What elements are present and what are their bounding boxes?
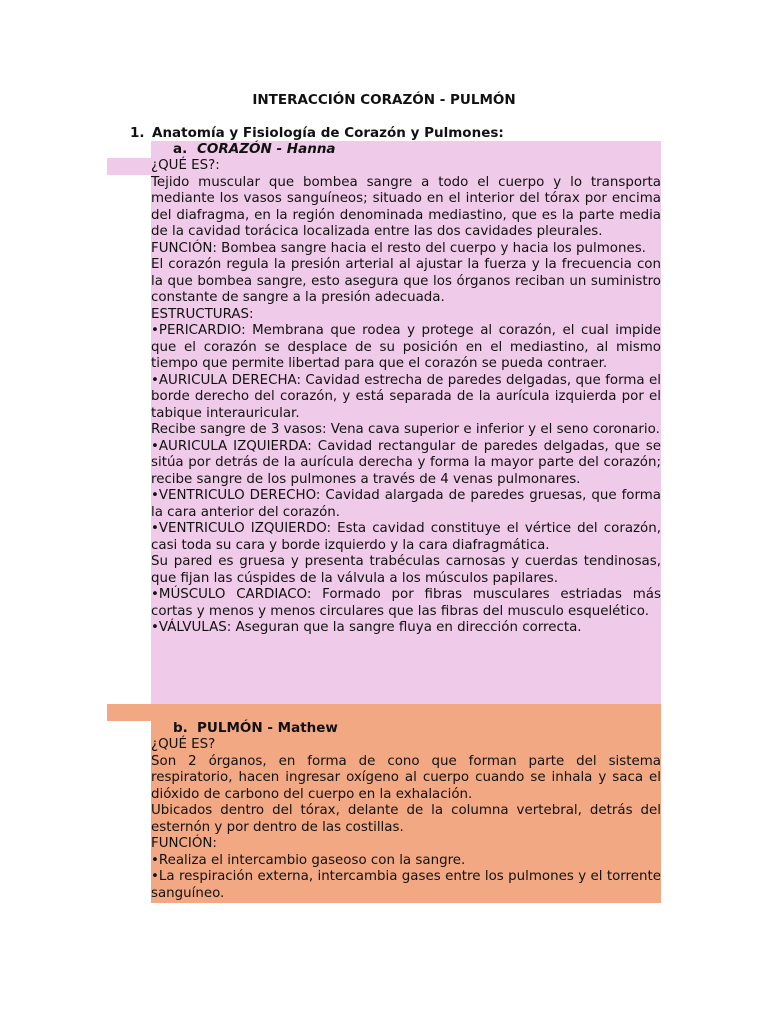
pulmon-letter: b. <box>173 720 188 736</box>
section-title: Anatomía y Fisiología de Corazón y Pulmones: <box>152 125 504 141</box>
section-number: 1. <box>130 125 145 141</box>
paragraph: •VÁLVULAS: Aseguran que la sangre fluya en dirección correcta. <box>151 620 582 635</box>
paragraph: Son 2 órganos, en forma de cono que forman parte del sistema respiratorio, hacen ingresar oxígeno al cuerpo cuando se inhala y saca el dióxido de carbono del cuerpo en la exhalación. <box>151 753 661 802</box>
pulmon-title: PULMÓN - Mathew <box>197 720 338 736</box>
paragraph: ¿QUÉ ES?: <box>151 158 220 173</box>
paragraph: •VENTRICULO IZQUIERDO: Esta cavidad constituye el vértice del corazón, casi toda su cara y borde izquierdo y la cara diafragmática. <box>151 521 661 553</box>
paragraph: •MÚSCULO CARDIACO: Formado por fibras musculares estriadas más cortas y menos y menos circulares que las fibras del musculo esquelético. <box>151 587 661 619</box>
corazon-section <box>151 141 661 705</box>
pulmon-section <box>151 704 661 903</box>
corazon-title: CORAZÓN - Hanna <box>197 141 336 157</box>
corazon-letter: a. <box>173 141 188 157</box>
document-title: INTERACCIÓN CORAZÓN - PULMÓN <box>252 92 516 108</box>
paragraph: •Realiza el intercambio gaseoso con la sangre. <box>151 852 466 868</box>
section-heading <box>130 124 504 142</box>
corazon-body <box>151 158 661 637</box>
paragraph: Tejido muscular que bombea sangre a todo el cuerpo y lo transporta mediante los vasos sanguíneos; situado en el interior del tórax por encima del diafragma, en la región denominada mediastino, que es la parte media de la cavidad torácica localizada entre las dos cavidades pleurales. <box>151 174 661 239</box>
paragraph: Su pared es gruesa y presenta trabéculas carnosas y cuerdas tendinosas, que fijan las cúspides de la válvula a los músculos papilares. <box>151 554 661 586</box>
paragraph: El corazón regula la presión arterial al ajustar la fuerza y la frecuencia con la que bombea sangre, esto asegura que los órganos reciban un suministro constante de sangre a la presión adecuada. <box>151 257 661 305</box>
highlight-tab-pink <box>107 158 151 175</box>
paragraph: •La respiración externa, intercambia gases entre los pulmones y el torrente sanguíneo. <box>151 869 661 901</box>
paragraph: •PERICARDIO: Membrana que rodea y protege al corazón, el cual impide que el corazón se desplace de su posición en el mediastino, al mismo tiempo que permite libertad para que el corazón se pueda contraer. <box>151 323 661 371</box>
paragraph: Recibe sangre de 3 vasos: Vena cava superior e inferior y el seno coronario. <box>151 422 660 437</box>
highlight-tab-orange <box>107 704 151 721</box>
pulmon-heading <box>151 720 661 737</box>
paragraph: ¿QUÉ ES? <box>151 737 216 752</box>
paragraph: ESTRUCTURAS: <box>151 306 254 322</box>
paragraph: FUNCIÓN: Bombea sangre hacia el resto del cuerpo y hacia los pulmones. <box>151 240 646 256</box>
corazon-heading <box>151 141 661 158</box>
pulmon-body <box>151 737 661 902</box>
paragraph: •VENTRICULO DERECHO: Cavidad alargada de paredes gruesas, que forma la cara anterior del corazón. <box>151 488 661 520</box>
paragraph: FUNCIÓN: <box>151 836 217 851</box>
paragraph: •AURICULA IZQUIERDA: Cavidad rectangular de paredes delgadas, que se sitúa por detrás de la aurícula derecha y forma la mayor parte del corazón; recibe sangre de los pulmones a través de 4 venas pulmonares. <box>151 438 661 487</box>
paragraph: Ubicados dentro del tórax, delante de la columna vertebral, detrás del esternón y por dentro de las costillas. <box>151 803 661 835</box>
paragraph: •AURICULA DERECHA: Cavidad estrecha de paredes delgadas, que forma el borde derecho del corazón, y está separada de la aurícula izquierda por el tabique interauricular. <box>151 372 661 421</box>
